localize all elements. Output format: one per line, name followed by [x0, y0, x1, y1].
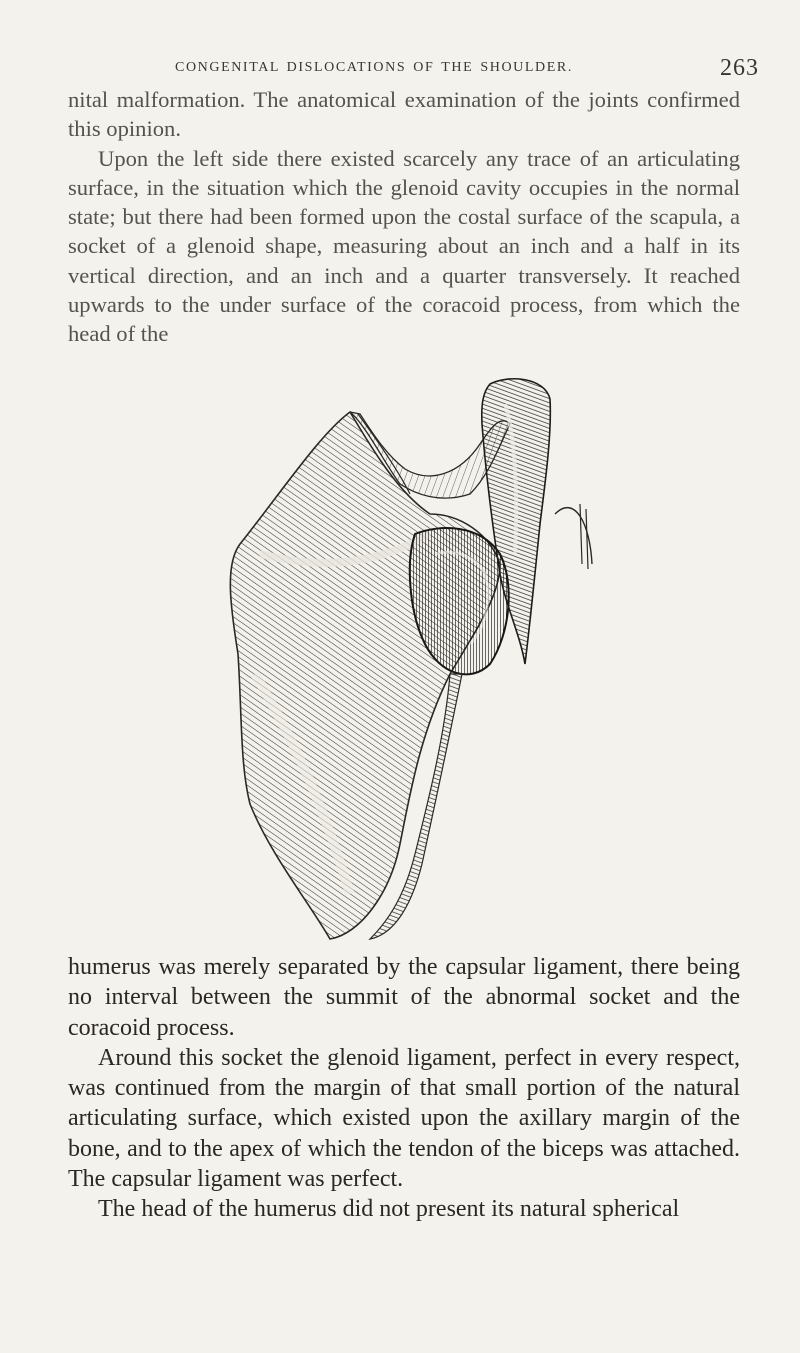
paragraph: humerus was merely separated by the capsular ligament, there being no interval between the summit of the abnormal socket and the coracoid process. [68, 954, 740, 1041]
paragraph: Upon the left side there existed scarcely any trace of an articulating surface, in the situation which the glenoid cavity occupies in the normal state; but there had been formed upon the costal surface of the scapula, a socket of a glenoid shape, measuring about an inch and a half in its vertical direction, and an inch and a quarter transversely. It reached upwards to the under surface of the coracoid process, from which the head of the [68, 145, 740, 347]
running-title: CONGENITAL DISLOCATIONS OF THE SHOULDER. [175, 60, 573, 75]
scapula-illustration [200, 374, 620, 944]
paragraph: The head of the humerus did not present its natural spherical [98, 1196, 680, 1223]
page-header [0, 55, 800, 86]
text-block-bottom [68, 952, 740, 1225]
paragraph: nital malformation. The anatomical examination of the joints confirmed this opinion. [68, 87, 740, 142]
text-block-top [68, 85, 740, 349]
paragraph: Around this socket the glenoid ligament, perfect in every respect, was continued from the margin of that small portion of the natural articulating surface, which existed upon the axillary margin of the bone, and to the apex of which the tendon of the biceps was attached. The capsular ligament was perfect. [68, 1044, 740, 1193]
page-number: 263 [720, 55, 759, 81]
